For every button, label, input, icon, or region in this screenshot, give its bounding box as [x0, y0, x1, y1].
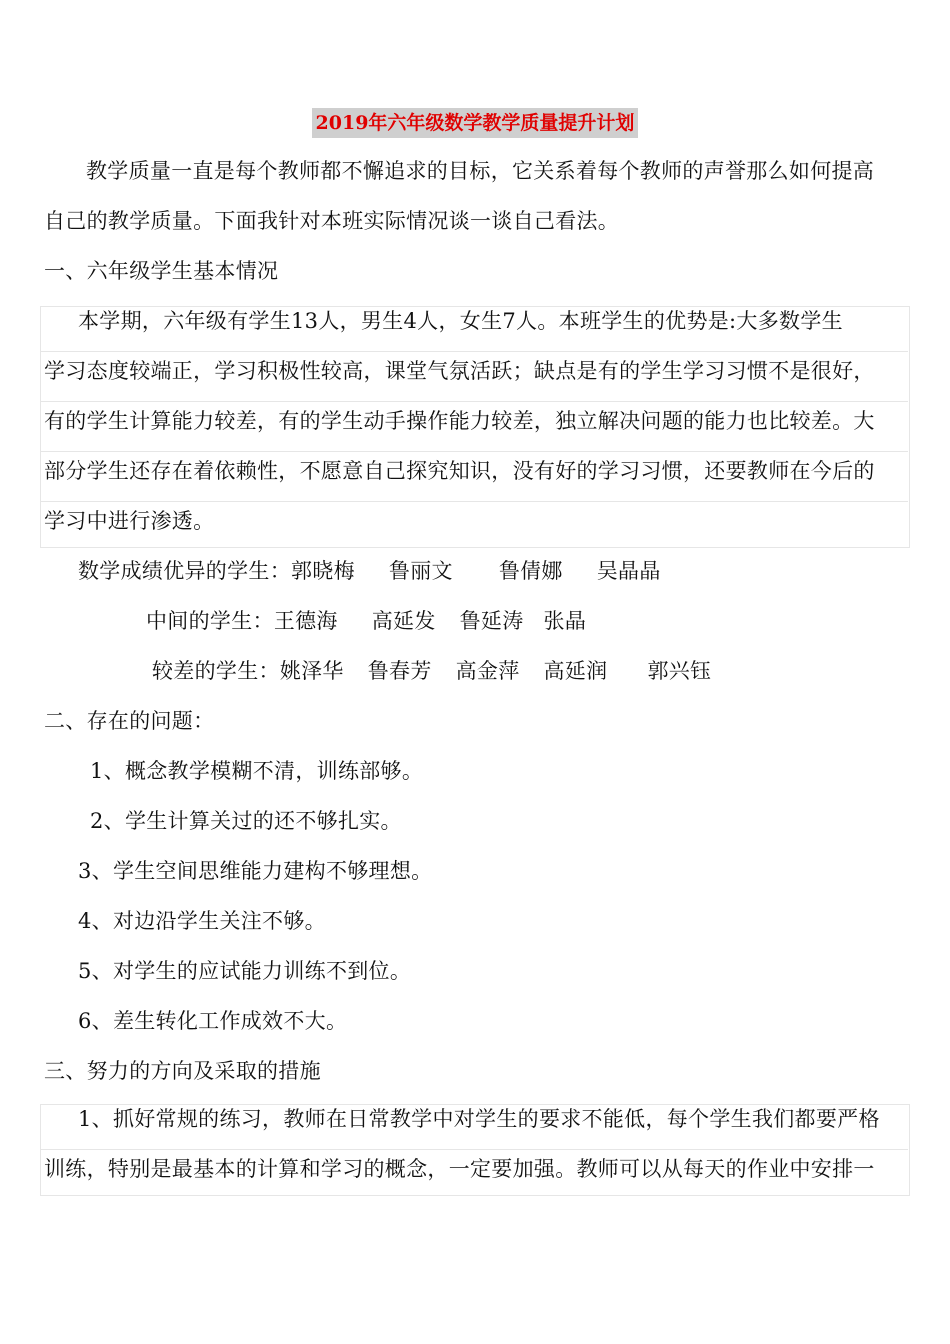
section1-heading: 一、六年级学生基本情况 [44, 259, 279, 283]
weak-label: 较差的学生： [152, 659, 280, 683]
row-separator [40, 401, 908, 402]
row-separator [40, 501, 908, 502]
student-name: 鲁丽文 [388, 559, 453, 583]
student-name: 吴晶晶 [596, 559, 661, 583]
problem-item-4: 4、对边沿学生关注不够。 [78, 909, 326, 933]
row-separator [40, 451, 908, 452]
section1-para-line-4: 部分学生还存在着依赖性，不愿意自己探究知识，没有好的学习习惯，还要教师在今后的 [44, 459, 875, 483]
section2-heading: 二、存在的问题： [44, 709, 215, 733]
problem-item-6: 6、差生转化工作成效不大。 [78, 1009, 348, 1033]
middle-label: 中间的学生： [146, 609, 274, 633]
problem-item-3: 3、学生空间思维能力建构不够理想。 [78, 859, 433, 883]
student-name: 高金萍 [455, 659, 520, 683]
student-name: 张晶 [543, 609, 587, 633]
student-name: 姚泽华 [279, 659, 344, 683]
problem-item-2: 2、学生计算关过的还不够扎实。 [90, 809, 402, 833]
student-name: 鲁延涛 [459, 609, 524, 633]
excellent-label: 数学成绩优异的学生： [78, 559, 291, 583]
excellent-students [78, 556, 661, 586]
student-name: 鲁春芳 [367, 659, 432, 683]
section3-para-line-1: 1、抓好常规的练习，教师在日常教学中对学生的要求不能低，每个学生我们都要严格 [78, 1107, 880, 1131]
problem-item-1: 1、概念教学模糊不清，训练部够。 [90, 759, 424, 783]
problem-item-5: 5、对学生的应试能力训练不到位。 [78, 959, 412, 983]
section3-para-line-2: 训练，特别是最基本的计算和学习的概念，一定要加强。教师可以从每天的作业中安排一 [44, 1157, 875, 1181]
section1-para-line-1: 本学期，六年级有学生13人，男生4人，女生7人。本班学生的优势是:大多数学生 [78, 309, 843, 333]
row-separator [40, 351, 908, 352]
student-name: 王德海 [273, 609, 338, 633]
intro-line-1: 教学质量一直是每个教师都不懈追求的目标，它关系着每个教师的声誉那么如何提高 [86, 159, 875, 183]
student-name: 高延发 [371, 609, 436, 633]
student-name: 郭晓梅 [291, 559, 355, 583]
section1-para-line-2: 学习态度较端正，学习积极性较高，课堂气氛活跃；缺点是有的学生学习习惯不是很好， [44, 359, 875, 383]
student-name: 高延润 [543, 659, 608, 683]
weak-students [152, 656, 711, 686]
student-name: 郭兴钰 [647, 659, 712, 683]
section1-para-line-5: 学习中进行渗透。 [44, 509, 215, 533]
page-title: 2019年六年级数学教学质量提升计划 [312, 108, 639, 138]
section1-para-line-3: 有的学生计算能力较差，有的学生动手操作能力较差，独立解决问题的能力也比较差。大 [44, 409, 875, 433]
row-separator [40, 1149, 908, 1150]
intro-line-2: 自己的教学质量。下面我针对本班实际情况谈一谈自己看法。 [44, 209, 620, 233]
section3-heading: 三、努力的方向及采取的措施 [44, 1059, 321, 1083]
middle-students [146, 606, 586, 636]
student-name: 鲁倩娜 [498, 559, 563, 583]
title-wrap [0, 108, 950, 138]
